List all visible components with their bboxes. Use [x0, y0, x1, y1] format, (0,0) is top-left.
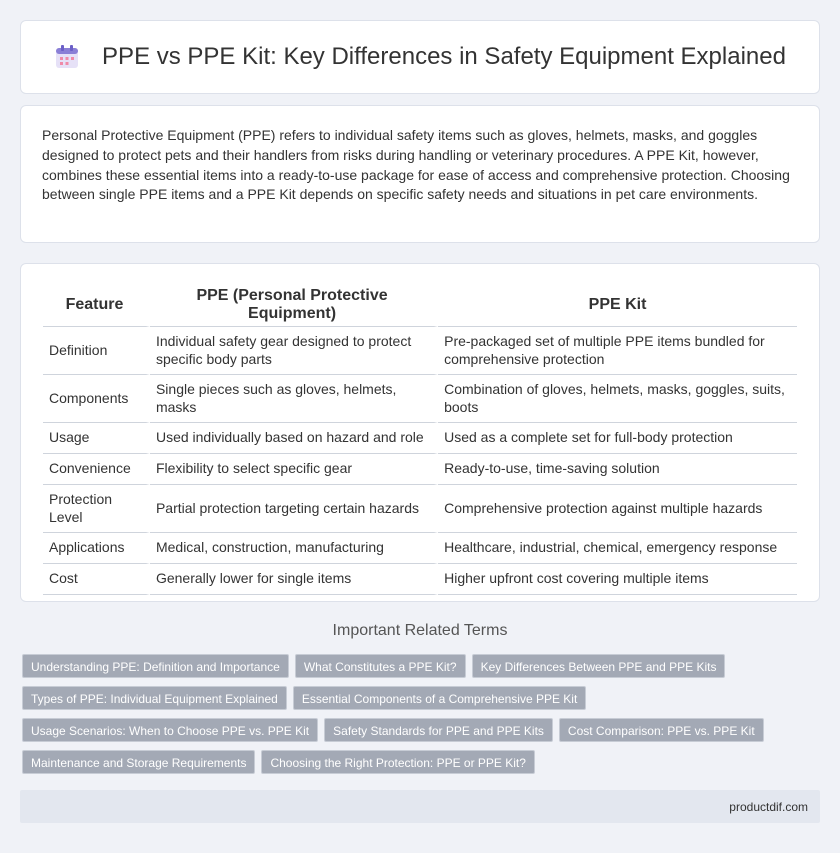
- column-header-ppe: PPE (Personal Protective Equipment): [150, 284, 438, 327]
- tag-row: [22, 654, 822, 678]
- table-cell: Protection Level: [43, 485, 150, 533]
- table-row: [43, 327, 797, 375]
- table-row: [43, 454, 797, 485]
- table-cell: Cost: [43, 564, 150, 595]
- tag-row: [22, 750, 822, 774]
- table-cell: Used as a complete set for full-body protection: [438, 423, 797, 454]
- table-row: [43, 485, 797, 533]
- footer: [20, 790, 820, 823]
- column-header-ppe-kit: PPE Kit: [438, 284, 797, 327]
- comparison-table-card: [20, 263, 820, 602]
- table-cell: Usage: [43, 423, 150, 454]
- table-cell: Individual safety gear designed to protect specific body parts: [150, 327, 438, 375]
- comparison-table: [43, 284, 797, 595]
- table-cell: Pre-packaged set of multiple PPE items bundled for comprehensive protection: [438, 327, 797, 375]
- page-title: PPE vs PPE Kit: Key Differences in Safety Equipment Explained: [102, 43, 786, 70]
- table-row: [43, 423, 797, 454]
- related-term-tag[interactable]: Cost Comparison: PPE vs. PPE Kit: [559, 718, 764, 742]
- table-cell: Ready-to-use, time-saving solution: [438, 454, 797, 485]
- related-term-tag[interactable]: Choosing the Right Protection: PPE or PPE Kit?: [261, 750, 534, 774]
- table-header-row: [43, 284, 797, 327]
- calendar-icon: [54, 44, 80, 70]
- table-cell: Single pieces such as gloves, helmets, masks: [150, 375, 438, 423]
- related-term-tag[interactable]: Usage Scenarios: When to Choose PPE vs. PPE Kit: [22, 718, 318, 742]
- intro-text: Personal Protective Equipment (PPE) refers to individual safety items such as gloves, helmets, masks, and goggles designed to protect pets and their handlers from risks during handling or veterinary procedures. A PPE Kit, however, combines these essential items into a ready-to-use package for ease of access and comprehensive protection. Choosing between single PPE items and a PPE Kit depends on specific safety needs and situations in pet care environments.: [42, 127, 790, 203]
- column-header-feature: Feature: [43, 284, 150, 327]
- related-term-tag[interactable]: Safety Standards for PPE and PPE Kits: [324, 718, 553, 742]
- table-cell: Used individually based on hazard and role: [150, 423, 438, 454]
- related-terms-title: Important Related Terms: [332, 622, 508, 639]
- table-cell: Flexibility to select specific gear: [150, 454, 438, 485]
- table-cell: Applications: [43, 533, 150, 564]
- related-term-tag[interactable]: Types of PPE: Individual Equipment Explained: [22, 686, 287, 710]
- table-cell: Definition: [43, 327, 150, 375]
- tag-row: [22, 718, 822, 742]
- intro-card: [20, 105, 820, 243]
- related-term-tag[interactable]: Understanding PPE: Definition and Importance: [22, 654, 289, 678]
- footer-site-link[interactable]: productdif.com: [729, 799, 808, 814]
- header-card: [20, 20, 820, 94]
- table-row: [43, 564, 797, 595]
- tag-row: [22, 686, 822, 710]
- table-cell: Medical, construction, manufacturing: [150, 533, 438, 564]
- related-terms-list: [22, 654, 822, 782]
- table-cell: Partial protection targeting certain hazards: [150, 485, 438, 533]
- related-term-tag[interactable]: What Constitutes a PPE Kit?: [295, 654, 466, 678]
- table-cell: Convenience: [43, 454, 150, 485]
- table-cell: Combination of gloves, helmets, masks, goggles, suits, boots: [438, 375, 797, 423]
- related-term-tag[interactable]: Maintenance and Storage Requirements: [22, 750, 255, 774]
- table-cell: Components: [43, 375, 150, 423]
- table-cell: Healthcare, industrial, chemical, emergency response: [438, 533, 797, 564]
- table-cell: Generally lower for single items: [150, 564, 438, 595]
- table-cell: Higher upfront cost covering multiple items: [438, 564, 797, 595]
- related-term-tag[interactable]: Essential Components of a Comprehensive PPE Kit: [293, 686, 586, 710]
- table-row: [43, 533, 797, 564]
- related-term-tag[interactable]: Key Differences Between PPE and PPE Kits: [472, 654, 726, 678]
- table-row: [43, 375, 797, 423]
- table-cell: Comprehensive protection against multiple hazards: [438, 485, 797, 533]
